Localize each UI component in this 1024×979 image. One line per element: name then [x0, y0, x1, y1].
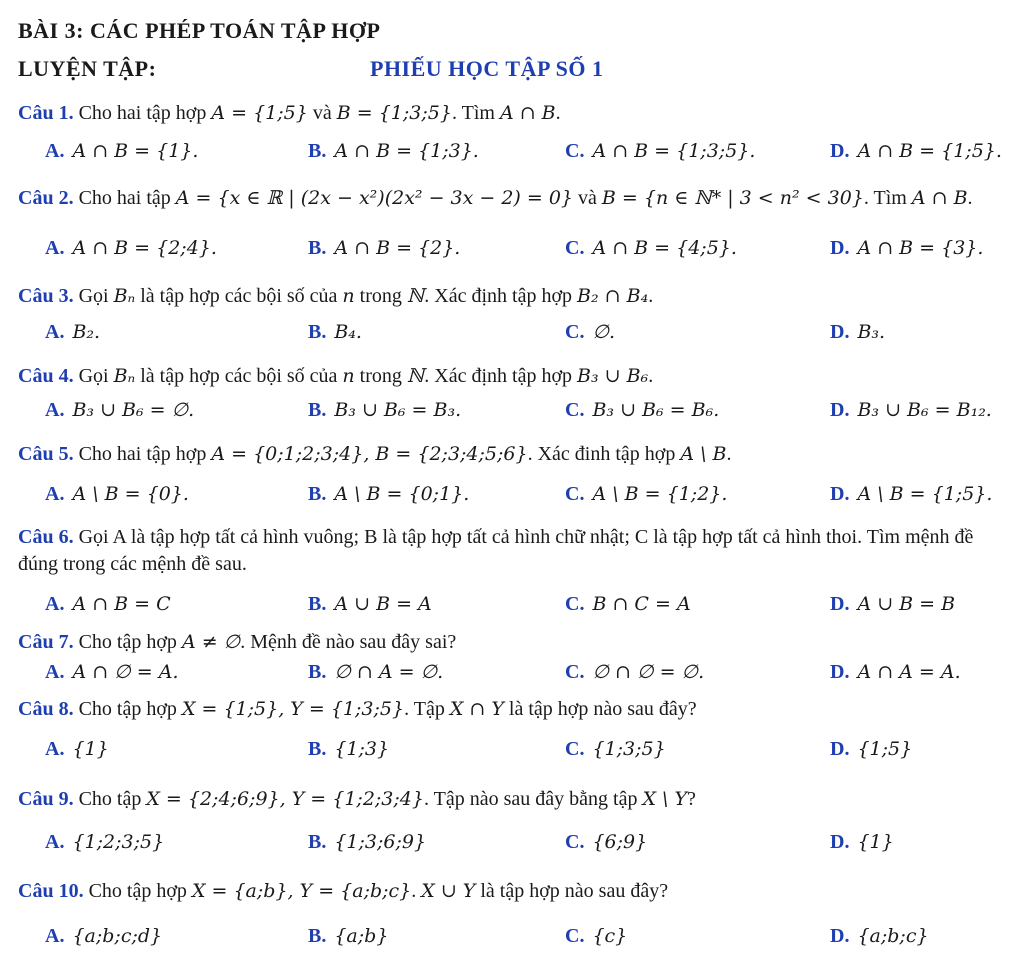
option-label: C. [565, 399, 585, 421]
option-text: A ∩ B = {4;5}. [592, 237, 737, 259]
math-expression: X = {2;4;6;9}, Y = {1;2;3;4} [146, 788, 424, 810]
question-text: . [555, 102, 561, 124]
option-label: B. [308, 593, 327, 615]
question-text: . [411, 880, 422, 902]
option-text: {a;b;c} [857, 925, 929, 947]
answer-option-d[interactable] [830, 925, 929, 948]
answer-option-d[interactable] [830, 483, 992, 506]
question-text: Cho hai tập hợp [78, 443, 212, 465]
option-label: A. [45, 399, 65, 421]
options-row [0, 925, 1024, 955]
answer-option-a[interactable] [45, 925, 162, 948]
option-text: B₃ ∪ B₆ = ∅. [72, 399, 195, 421]
answer-option-a[interactable] [45, 399, 194, 422]
option-text: A ∩ A = A. [857, 661, 961, 683]
option-text: {1;2;3;5} [72, 831, 165, 853]
math-expression: A \ B [680, 443, 727, 465]
option-text: A ∩ B = {1}. [72, 140, 199, 162]
answer-option-d[interactable] [830, 831, 894, 854]
answer-option-d[interactable] [830, 321, 885, 344]
question-text: Gọi [78, 285, 114, 307]
option-text: {1;3;5} [592, 738, 666, 760]
options-row [0, 237, 1024, 267]
answer-option-c[interactable] [565, 399, 719, 422]
lesson-title: BÀI 3: CÁC PHÉP TOÁN TẬP HỢP [18, 18, 381, 43]
section-title: LUYỆN TẬP: [18, 56, 157, 81]
question-number: Câu 4. [18, 365, 74, 387]
answer-option-a[interactable] [45, 831, 164, 854]
option-label: D. [830, 738, 850, 760]
question-text: . [726, 443, 732, 465]
question-text: ? [687, 788, 696, 810]
option-text: B₃ ∪ B₆ = B₃. [334, 399, 462, 421]
answer-option-a[interactable] [45, 140, 198, 163]
question-3 [18, 283, 1008, 310]
option-text: {a;b;c;d} [72, 925, 163, 947]
options-row [0, 661, 1024, 691]
option-label: D. [830, 237, 850, 259]
option-label: C. [565, 925, 585, 947]
math-expression: A ≠ ∅ [181, 631, 241, 653]
question-number: Câu 2. [18, 187, 74, 209]
math-expression: B₃ ∪ B₆ [577, 365, 649, 387]
question-text: là tập hợp nào sau đây? [475, 880, 669, 902]
answer-option-d[interactable] [830, 593, 955, 616]
question-7 [18, 629, 1008, 656]
question-2 [18, 185, 1008, 212]
option-text: {c} [592, 925, 628, 947]
answer-option-d[interactable] [830, 399, 992, 422]
option-label: D. [830, 593, 850, 615]
option-label: B. [308, 661, 327, 683]
options-row [0, 399, 1024, 429]
question-number: Câu 9. [18, 788, 74, 810]
answer-option-c[interactable] [565, 831, 647, 854]
option-label: A. [45, 483, 65, 505]
question-number: Câu 10. [18, 880, 84, 902]
question-text: . Mệnh đề nào sau đây sai? [240, 631, 457, 653]
option-text: A \ B = {1;2}. [592, 483, 728, 505]
answer-option-a[interactable] [45, 593, 171, 616]
option-label: B. [308, 738, 327, 760]
question-text: Tìm [456, 102, 500, 124]
math-expression: X ∪ Y [421, 880, 476, 902]
question-text: . Tìm [863, 187, 912, 209]
question-text: . Tập nào sau đây bằng tập [423, 788, 643, 810]
answer-option-a[interactable] [45, 321, 100, 344]
option-label: C. [565, 831, 585, 853]
math-expression: Bₙ [113, 285, 136, 307]
answer-option-c[interactable] [565, 321, 615, 344]
answer-option-d[interactable] [830, 140, 1002, 163]
math-expression: A = {0;1;2;3;4}, B = {2;3;4;5;6} [211, 443, 528, 465]
option-text: ∅ ∩ A = ∅. [334, 661, 444, 683]
option-label: A. [45, 237, 65, 259]
option-text: A ∩ B = {3}. [857, 237, 984, 259]
answer-option-b[interactable] [308, 661, 443, 684]
question-text: Cho tập hợp [88, 880, 192, 902]
option-label: A. [45, 925, 65, 947]
question-text: trong [354, 365, 407, 387]
question-text: trong [354, 285, 407, 307]
option-text: A ∩ B = {1;3}. [334, 140, 479, 162]
math-expression: ℕ [406, 285, 425, 307]
question-number: Câu 5. [18, 443, 74, 465]
question-text: Cho tập hợp [78, 698, 182, 720]
option-label: D. [830, 661, 850, 683]
question-text: . [648, 365, 654, 387]
option-text: {1;3;6;9} [334, 831, 427, 853]
math-expression: A ∩ B [911, 187, 968, 209]
question-text: . [451, 102, 457, 124]
option-label: C. [565, 140, 585, 162]
option-text: {a;b} [334, 925, 389, 947]
question-number: Câu 3. [18, 285, 74, 307]
math-expression: B = {1;3;5} [336, 102, 452, 124]
option-label: A. [45, 738, 65, 760]
math-expression: A = {x ∈ ℝ | (2x − x²)(2x² − 3x − 2) = 0} [175, 187, 574, 209]
option-text: A ∩ B = {1;3;5}. [592, 140, 756, 162]
sheet-title: PHIẾU HỌC TẬP SỐ 1 [370, 56, 604, 81]
option-label: B. [308, 140, 327, 162]
option-label: C. [565, 237, 585, 259]
options-row [0, 483, 1024, 513]
question-text: Cho tập hợp [78, 631, 182, 653]
math-expression: X = {a;b}, Y = {a;b;c} [191, 880, 412, 902]
question-9 [18, 786, 1008, 813]
question-number: Câu 1. [18, 102, 74, 124]
question-text: Cho hai tập [78, 187, 176, 209]
option-label: A. [45, 831, 65, 853]
answer-option-c[interactable] [565, 483, 727, 506]
option-label: B. [308, 399, 327, 421]
option-text: {1;5} [857, 738, 913, 760]
question-number: Câu 6. [18, 526, 74, 548]
option-text: {1} [857, 831, 894, 853]
answer-option-c[interactable] [565, 925, 627, 948]
option-text: B ∩ C = A [592, 593, 691, 615]
math-expression: A ∩ B [499, 102, 556, 124]
answer-option-c[interactable] [565, 661, 704, 684]
option-text: ∅ ∩ ∅ = ∅. [592, 661, 705, 683]
option-text: A ∩ ∅ = A. [72, 661, 179, 683]
question-text: là tập hợp các bội số của [135, 365, 343, 387]
options-row [0, 140, 1024, 170]
option-text: ∅. [592, 321, 616, 343]
answer-option-b[interactable] [308, 321, 362, 344]
options-row [0, 321, 1024, 351]
option-label: B. [308, 321, 327, 343]
math-expression: n [342, 365, 355, 387]
option-label: A. [45, 140, 65, 162]
option-text: A ∪ B = A [334, 593, 432, 615]
math-expression: X \ Y [642, 788, 688, 810]
answer-option-a[interactable] [45, 237, 217, 260]
option-label: D. [830, 321, 850, 343]
option-label: C. [565, 593, 585, 615]
answer-option-c[interactable] [565, 738, 666, 761]
answer-option-c[interactable] [565, 140, 755, 163]
question-text: và [573, 187, 602, 209]
option-label: A. [45, 661, 65, 683]
option-text: {1} [72, 738, 109, 760]
option-label: C. [565, 738, 585, 760]
answer-option-d[interactable] [830, 661, 961, 684]
question-number: Câu 7. [18, 631, 74, 653]
options-row [0, 738, 1024, 768]
option-text: B₄. [334, 321, 362, 343]
option-label: B. [308, 483, 327, 505]
question-number: Câu 8. [18, 698, 74, 720]
question-text: Cho tập [78, 788, 147, 810]
option-label: D. [830, 483, 850, 505]
answer-option-b[interactable] [308, 237, 460, 260]
answer-option-a[interactable] [45, 483, 189, 506]
option-label: B. [308, 925, 327, 947]
option-text: B₃ ∪ B₆ = B₆. [592, 399, 720, 421]
answer-option-b[interactable] [308, 483, 469, 506]
answer-option-b[interactable] [308, 399, 461, 422]
option-label: B. [308, 237, 327, 259]
option-text: A ∪ B = B [857, 593, 956, 615]
question-text: Cho hai tập hợp [78, 102, 212, 124]
question-1 [18, 100, 1008, 127]
question-text: là tập hợp các bội số của [135, 285, 343, 307]
option-text: {1;3} [334, 738, 390, 760]
option-label: C. [565, 661, 585, 683]
option-label: D. [830, 399, 850, 421]
answer-option-b[interactable] [308, 593, 432, 616]
option-text: B₃. [857, 321, 886, 343]
option-text: B₂. [72, 321, 101, 343]
question-10 [18, 878, 1008, 905]
option-text: A ∩ B = C [72, 593, 171, 615]
question-6 [18, 524, 1008, 578]
math-expression: B = {n ∈ ℕ* | 3 < n² < 30} [601, 187, 864, 209]
option-text: A ∩ B = {2;4}. [72, 237, 217, 259]
answer-option-a[interactable] [45, 738, 109, 761]
question-4 [18, 363, 1008, 390]
question-text: . Xác đinh tập hợp [527, 443, 681, 465]
question-8 [18, 696, 1008, 723]
question-text: Gọi A là tập hợp tất cả hình vuông; B là tập hợp tất cả hình chữ nhật; C là tập hợp tất cả hình thoi. Tìm mệnh đề đúng trong các mệnh đề sau. [18, 526, 974, 575]
option-text: {6;9} [592, 831, 648, 853]
option-text: A \ B = {0}. [72, 483, 189, 505]
math-expression: Bₙ [113, 365, 136, 387]
option-label: D. [830, 925, 850, 947]
question-text: . [967, 187, 973, 209]
question-text: . [648, 285, 654, 307]
math-expression: X = {1;5}, Y = {1;3;5} [181, 698, 405, 720]
option-text: A \ B = {1;5}. [857, 483, 993, 505]
option-label: A. [45, 593, 65, 615]
question-text: . Tập [404, 698, 450, 720]
option-text: B₃ ∪ B₆ = B₁₂. [857, 399, 992, 421]
math-expression: B₂ ∩ B₄ [577, 285, 649, 307]
answer-option-c[interactable] [565, 237, 737, 260]
answer-option-c[interactable] [565, 593, 691, 616]
math-expression: n [342, 285, 355, 307]
option-text: A ∩ B = {1;5}. [857, 140, 1002, 162]
option-text: A ∩ B = {2}. [334, 237, 461, 259]
question-text: . Xác định tập hợp [424, 285, 578, 307]
math-expression: ℕ [406, 365, 425, 387]
option-label: D. [830, 140, 850, 162]
option-label: C. [565, 321, 585, 343]
answer-option-b[interactable] [308, 831, 426, 854]
answer-option-b[interactable] [308, 140, 479, 163]
answer-option-d[interactable] [830, 738, 912, 761]
answer-option-b[interactable] [308, 738, 389, 761]
question-text: . Xác định tập hợp [424, 365, 578, 387]
question-text: Gọi [78, 365, 114, 387]
question-text: là tập hợp nào sau đây? [503, 698, 697, 720]
option-label: C. [565, 483, 585, 505]
options-row [0, 831, 1024, 861]
option-label: A. [45, 321, 65, 343]
option-text: A \ B = {0;1}. [334, 483, 470, 505]
option-label: B. [308, 831, 327, 853]
answer-option-a[interactable] [45, 661, 178, 684]
question-5 [18, 441, 1008, 468]
math-expression: A = {1;5} [211, 102, 308, 124]
math-expression: X ∩ Y [449, 698, 504, 720]
answer-option-d[interactable] [830, 237, 983, 260]
question-text: và [307, 102, 337, 124]
option-label: D. [830, 831, 850, 853]
answer-option-b[interactable] [308, 925, 388, 948]
options-row [0, 593, 1024, 623]
